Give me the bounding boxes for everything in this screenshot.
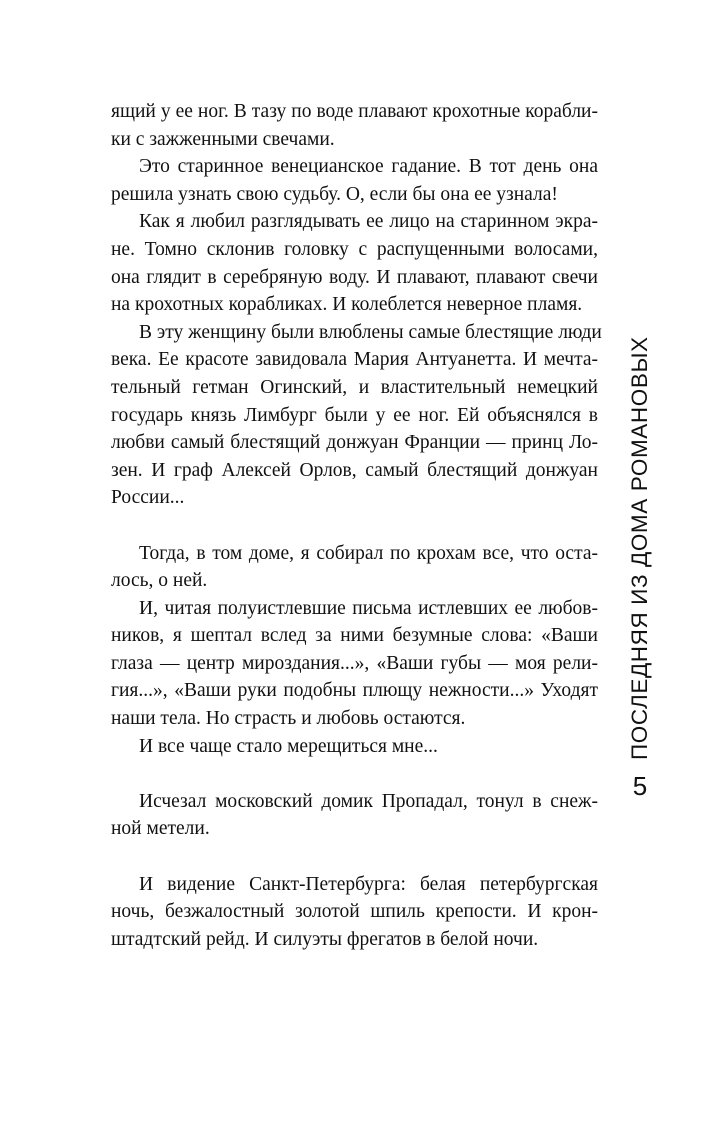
text-line: И видение Санкт-Петербурга: белая петербургская bbox=[139, 873, 598, 895]
paragraph-3 bbox=[111, 208, 598, 318]
paragraph-1 bbox=[111, 98, 598, 153]
paragraph-9 bbox=[111, 871, 598, 954]
text-line: тельный гетман Огинский, и властительный немецкий bbox=[111, 376, 598, 398]
text-line: зен. И граф Алексей Орлов, самый блестящий донжуан bbox=[111, 459, 598, 481]
text-line: России... bbox=[111, 487, 185, 509]
running-title bbox=[624, 336, 656, 760]
paragraph-4 bbox=[111, 319, 602, 512]
text-line: штадтский рейд. И силуэты фрегатов в белой ночи. bbox=[111, 928, 539, 950]
text-line: Как я любил разглядывать ее лицо на старинном экра- bbox=[139, 211, 598, 233]
text-line: ки с зажженными свечами. bbox=[111, 128, 335, 150]
text-line: Тогда, в том доме, я собирал по крохам все, что оста- bbox=[139, 542, 598, 564]
text-line: ников, я шептал вслед за ними безумные слова: «Ваши bbox=[111, 625, 598, 647]
running-title-text: ПОСЛЕДНЯЯ ИЗ ДОМА РОМАНОВЫХ bbox=[627, 336, 652, 760]
paragraph-8 bbox=[111, 788, 598, 843]
text-line: глаза — центр мироздания...», «Ваши губы — моя рели- bbox=[111, 652, 598, 674]
paragraph-5 bbox=[111, 540, 598, 595]
paragraph-6 bbox=[111, 595, 598, 733]
page-number: 5 bbox=[632, 771, 648, 801]
text-line: не. Томно склонив головку с распущенными волосами, bbox=[111, 238, 598, 260]
text-line: И, читая полуистлевшие письма истлевших ее любов- bbox=[139, 597, 598, 619]
paragraph-7 bbox=[111, 733, 598, 761]
text-line: она глядит в серебряную воду. И плавают, плавают свечи bbox=[111, 266, 598, 288]
text-line: гия...», «Ваши руки подобны плющу нежности...» Уходят bbox=[111, 680, 598, 702]
paragraph-2 bbox=[111, 153, 598, 208]
text-line: В эту женщину были влюблены самые блестящие люди bbox=[139, 321, 602, 343]
text-line: лось, о ней. bbox=[111, 570, 208, 592]
text-line: наши тела. Но страсть и любовь остаются. bbox=[111, 708, 466, 730]
text-line: ночь, безжалостный золотой шпиль крепости. И крон- bbox=[111, 901, 598, 923]
text-line: ной метели. bbox=[111, 818, 210, 840]
text-line: любви самый блестящий донжуан Франции — принц Ло- bbox=[111, 432, 598, 454]
text-line: ящий у ее ног. В тазу по воде плавают крохотные корабли- bbox=[111, 101, 598, 122]
text-line: Это старинное венецианское гадание. В тот день она bbox=[139, 156, 598, 178]
text-line: Исчезал московский домик Пропадал, тонул в снеж- bbox=[139, 790, 598, 812]
text-line: государь князь Лимбург были у ее ног. Ей объяснялся в bbox=[111, 404, 598, 426]
text-line: решила узнать свою судьбу. О, если бы она ее узнала! bbox=[111, 183, 558, 205]
text-line: на крохотных корабликах. И колеблется неверное пламя. bbox=[111, 294, 583, 316]
text-line: И все чаще стало мерещиться мне... bbox=[139, 735, 438, 757]
text-line: века. Ее красоте завидовала Мария Антуанетта. И мечта- bbox=[111, 349, 598, 371]
body-text bbox=[111, 98, 602, 953]
